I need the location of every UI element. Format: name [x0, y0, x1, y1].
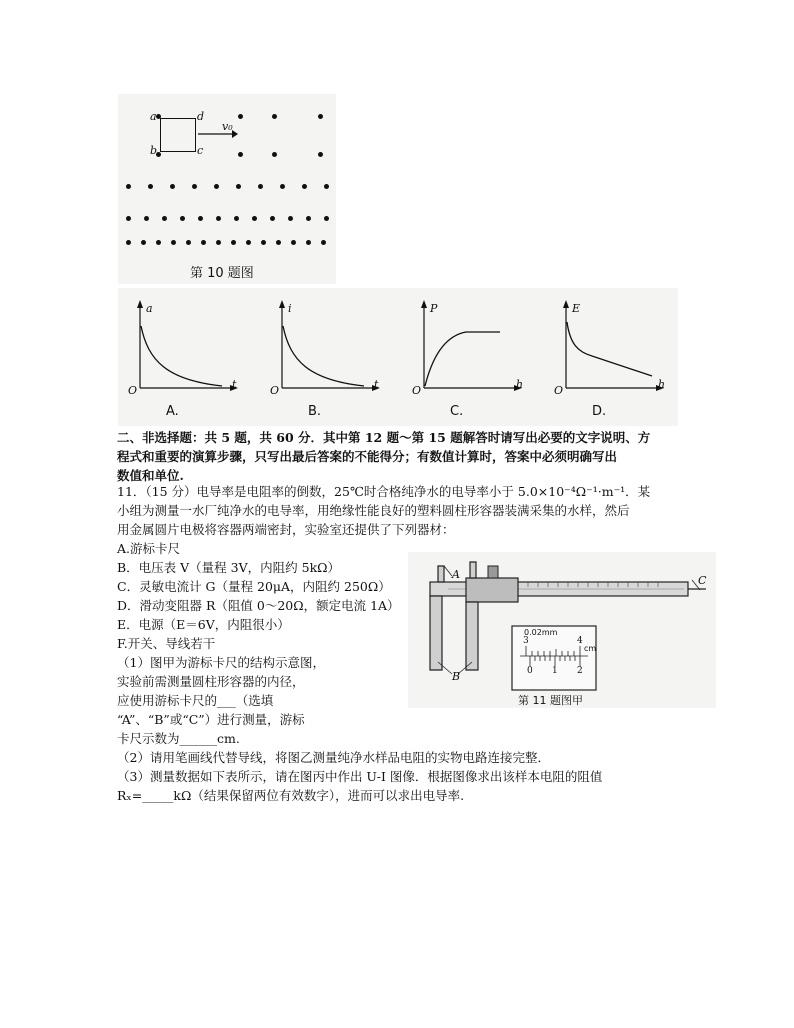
q11-part1-line-3: 应使用游标卡尺的___（选填 — [117, 693, 274, 708]
equipment-item-a: A.游标卡尺 — [117, 541, 181, 556]
field-dot — [144, 216, 149, 221]
field-dot — [324, 184, 329, 189]
equipment-item-e: E．电源（E＝6V，内阻很小） — [117, 617, 290, 632]
field-dot — [246, 240, 251, 245]
loop-label-c: c — [197, 144, 204, 157]
field-dot — [234, 216, 239, 221]
graph-c-origin: O — [412, 384, 422, 397]
field-dot — [171, 240, 176, 245]
loop-label-a: a — [150, 110, 157, 123]
section-heading-line-2: 程式和重要的演算步骤，只写出最后答案的不能得分；有数值计算时，答案中必须明确写出 — [117, 449, 618, 464]
field-dot — [198, 216, 203, 221]
field-dot — [276, 240, 281, 245]
answer-graphs — [118, 288, 678, 426]
field-dot — [126, 184, 131, 189]
field-dot — [291, 240, 296, 245]
field-dot — [180, 216, 185, 221]
field-dot — [288, 216, 293, 221]
field-dot — [318, 152, 323, 157]
field-dot — [306, 216, 311, 221]
caliper-vernier-tick-2: 2 — [577, 666, 583, 676]
q11-intro-1: 11．（15 分）电导率是电阻率的倒数，25℃时合格纯净水的电导率小于 5.0×10⁻⁴Ω⁻¹·m⁻¹．某 — [117, 484, 651, 499]
section-heading-line-1: 二、非选择题：共 5 题，共 60 分．其中第 12 题～第 15 题解答时请写出必要的文字说明、方 — [117, 430, 651, 445]
loop-label-b: b — [150, 144, 158, 157]
figure-10 — [118, 94, 336, 284]
q11-part3-line-2: Rₓ=_____kΩ（结果保留两位有效数字），进而可以求出电导率. — [117, 788, 465, 803]
graph-c-x-label: h — [516, 378, 524, 391]
field-dot — [302, 184, 307, 189]
velocity-label: v₀ — [222, 120, 233, 133]
graph-b — [260, 288, 390, 426]
graph-b-option: B. — [308, 404, 322, 419]
graph-c-option: C. — [450, 404, 464, 419]
wire-loop — [160, 118, 196, 152]
field-dot — [216, 240, 221, 245]
field-dot — [272, 114, 277, 119]
graph-d — [544, 288, 674, 426]
graph-d-plot — [544, 288, 674, 398]
field-dot — [270, 216, 275, 221]
graph-d-option: D. — [592, 404, 607, 419]
caliper-main-tick-3: 3 — [523, 636, 529, 646]
q11-part2: （2）请用笔画线代替导线，将图乙测量纯净水样品电阻的实物电路连接完整． — [117, 750, 550, 765]
field-dot — [126, 216, 131, 221]
field-dot — [252, 216, 257, 221]
equipment-item-c: C．灵敏电流计 G（量程 20μA，内阻约 250Ω） — [117, 579, 391, 594]
field-dot — [238, 114, 243, 119]
section-heading-line-3: 数值和单位. — [117, 468, 184, 483]
field-dot — [231, 240, 236, 245]
field-dot — [238, 152, 243, 157]
field-dot — [214, 184, 219, 189]
q11-part1-line-4: “A”、“B”或“C”）进行测量，游标 — [117, 712, 305, 727]
field-dot — [261, 240, 266, 245]
caliper-precision: 0.02mm — [524, 628, 558, 637]
graph-a — [118, 288, 248, 426]
loop-label-d: d — [197, 110, 205, 123]
field-dot — [162, 216, 167, 221]
graph-a-x-label: t — [232, 378, 237, 391]
caliper-vernier-tick-0: 0 — [527, 666, 533, 676]
graph-b-x-label: t — [374, 378, 379, 391]
field-dot — [141, 240, 146, 245]
equipment-item-d: D．滑动变阻器 R（阻值 0～20Ω，额定电流 1A） — [117, 598, 400, 613]
field-dot — [201, 240, 206, 245]
field-dot — [318, 114, 323, 119]
field-dot — [186, 240, 191, 245]
field-dot — [216, 216, 221, 221]
field-dot — [324, 216, 329, 221]
caliper-label-b: B — [452, 670, 461, 683]
q11-intro-2: 小组为测量一水厂纯净水的电导率，用绝缘性能良好的塑料圆柱形容器装满采集的水样，然后 — [117, 503, 630, 518]
field-dot — [280, 184, 285, 189]
caliper-unit: cm — [584, 644, 597, 653]
figure-10-caption: 第 10 题图 — [190, 266, 254, 281]
graph-b-plot — [260, 288, 390, 398]
field-dot — [156, 240, 161, 245]
field-dot — [321, 240, 326, 245]
caliper-label-a: A — [452, 568, 460, 581]
q11-part1-line-2: 实验前需测量圆柱形容器的内径， — [117, 674, 305, 689]
field-dot — [170, 184, 175, 189]
figure-11-caption: 第 11 题图甲 — [518, 694, 583, 707]
q11-part3-line-1: （3）测量数据如下表所示，请在图丙中作出 U-I 图像．根据图像求出该样本电阻的阻值 — [117, 769, 603, 784]
graph-c — [402, 288, 532, 426]
graph-c-y-label: P — [430, 302, 438, 315]
caliper-label-c: C — [698, 574, 707, 587]
field-dot — [148, 184, 153, 189]
graph-b-origin: O — [270, 384, 280, 397]
figure-11-caliper — [408, 552, 716, 708]
field-dot — [306, 240, 311, 245]
field-dot — [126, 240, 131, 245]
graph-b-y-label: i — [288, 302, 292, 315]
field-dot — [258, 184, 263, 189]
q11-part1-line-1: （1）图甲为游标卡尺的结构示意图， — [117, 655, 325, 670]
q11-part1-line-5: 卡尺示数为______cm. — [117, 731, 240, 746]
equipment-item-b: B．电压表 V（量程 3V，内阻约 5kΩ） — [117, 560, 341, 575]
graph-d-origin: O — [554, 384, 564, 397]
graph-d-y-label: E — [572, 302, 581, 315]
field-dot — [192, 184, 197, 189]
graph-c-plot — [402, 288, 532, 398]
graph-a-plot — [118, 288, 248, 398]
field-dot — [272, 152, 277, 157]
equipment-item-f: F.开关、导线若干 — [117, 636, 216, 651]
graph-d-x-label: h — [658, 378, 666, 391]
graph-a-y-label: a — [146, 302, 153, 315]
caliper-main-tick-4: 4 — [577, 636, 583, 646]
field-dot — [236, 184, 241, 189]
graph-a-option: A. — [166, 404, 179, 419]
caliper-vernier-tick-1: 1 — [552, 666, 558, 676]
q11-intro-3: 用金属圆片电极将容器两端密封，实验室还提供了下列器材： — [117, 522, 455, 537]
graph-a-origin: O — [128, 384, 138, 397]
